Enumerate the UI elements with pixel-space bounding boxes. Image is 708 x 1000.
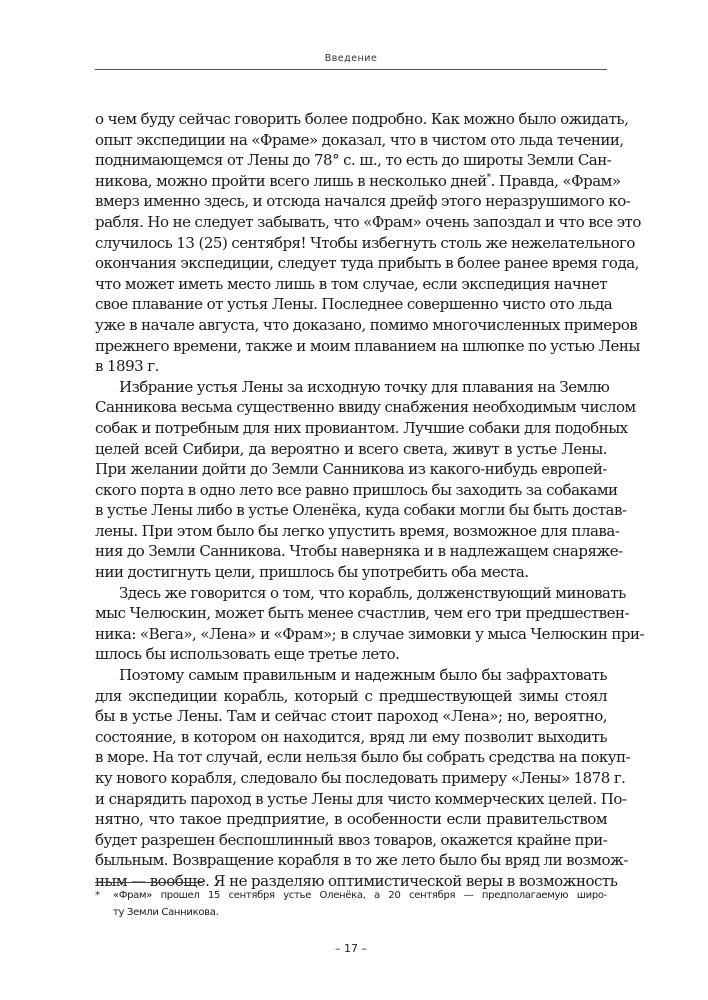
text-line: целей всей Сибири, да вероятно и всего света, живут в устье Лены.: [95, 439, 607, 458]
page-number: – 17 –: [335, 942, 367, 955]
running-head: Введение: [324, 53, 378, 64]
text-line: в 1893 г.: [95, 357, 159, 376]
text-line: окончания экспедиции, следует туда прибыть в более ранее время года,: [95, 254, 639, 273]
footnote-rule: [95, 882, 203, 883]
text-line: ния до Земли Санникова. Чтобы наверняка и в надлежащем снаряже-: [95, 542, 623, 561]
text-fragment: . Правда, «Фрам»: [490, 171, 621, 190]
text-line: что может иметь место лишь в том случае, если экспедиция начнет: [95, 274, 607, 293]
text-line: лены. При этом было бы легко упустить время, возможное для плава-: [95, 521, 620, 540]
header-rule: [95, 69, 607, 70]
text-line: собак и потребным для них провиантом. Лучшие собаки для подобных: [95, 418, 628, 437]
text-line: будет разрешен беспошлинный ввоз товаров, окажется крайне при-: [95, 830, 608, 849]
footnote-reference: *: [486, 172, 491, 183]
text-line: состояние, в котором он находится, вряд ли ему позволит выходить: [95, 727, 607, 746]
text-line: вмерз именно здесь, и отсюда начался дрейф этого неразрушимого ко-: [95, 192, 631, 211]
text-line: нии достигнуть цели, пришлось бы употребить оба места.: [95, 563, 529, 582]
text-line: мыс Челюскин, может быть менее счастлив, чем его три предшествен-: [95, 604, 630, 623]
text-line: прежнего времени, также и моим плаванием на шлюпке по устью Лены: [95, 336, 640, 355]
text-line: в устье Лены либо в устье Оленёка, куда собаки могли бы быть достав-: [95, 501, 627, 520]
text-line: случилось 13 (25) сентября! Чтобы избегнуть столь же нежелательного: [95, 233, 635, 252]
text-line: для экспедиции корабль, который с предшествующей зимы стоял: [95, 686, 607, 705]
text-line: бы в устье Лены. Там и сейчас стоит пароход «Лена»; но, вероятно,: [95, 707, 607, 726]
text-fragment: никова, можно пройти всего лишь в несколько дней: [95, 171, 487, 190]
footnote-line: ту Земли Санникова.: [113, 906, 219, 918]
paragraph: [95, 665, 631, 892]
text-line: в море. На тот случай, если нельзя было бы собрать средства на покуп-: [95, 748, 631, 767]
text-line: рабля. Но не следует забывать, что «Фрам» очень запоздал и что все это: [95, 212, 641, 231]
text-line: [95, 171, 621, 192]
footnote: [95, 888, 607, 921]
text-line: и снарядить пароход в устье Лены для чисто коммерческих целей. По-: [95, 789, 627, 808]
text-line: При желании дойти до Земли Санникова из какого-нибудь европей-: [95, 460, 607, 479]
paragraph: [95, 583, 645, 665]
text-line: ника: «Вега», «Лена» и «Фрам»; в случае зимовки у мыса Челюскин при-: [95, 624, 645, 643]
text-line: о чем буду сейчас говорить более подробно. Как можно было ожидать,: [95, 110, 629, 128]
footnote-line: «Фрам» прошел 15 сентября устье Оленёка, а 20 сентября — предполагаемую широ-: [113, 890, 607, 901]
text-line: ным — вообще. Я не разделяю оптимистической веры в возможность: [95, 871, 618, 890]
paragraph: [95, 377, 636, 583]
footnote-marker: *: [95, 890, 100, 901]
text-line: нятно, что такое предприятие, в особенности если правительством: [95, 810, 607, 829]
text-line: опыт экспедиции на «Фраме» доказал, что в чистом ото льда течении,: [95, 130, 624, 149]
text-line: Поэтому самым правильным и надежным было бы зафрахтовать: [119, 666, 607, 685]
text-line: Санникова весьма существенно ввиду снабжения необходимым числом: [95, 398, 636, 417]
text-line: свое плавание от устья Лены. Последнее совершенно чисто ото льда: [95, 295, 613, 314]
paragraph: [95, 109, 641, 377]
text-line: ского порта в одно лето все равно пришлось бы заходить за собаками: [95, 480, 618, 499]
text-line: уже в начале августа, что доказано, помимо многочисленных примеров: [95, 315, 638, 334]
text-line: шлось бы использовать еще третье лето.: [95, 645, 400, 664]
text-line: Здесь же говорится о том, что корабль, долженствующий миновать: [119, 583, 626, 602]
text-line: поднимающемся от Лены до 78° с. ш., то есть до широты Земли Сан-: [95, 151, 612, 170]
body-text: [95, 109, 645, 892]
text-line: быльным. Возвращение корабля в то же лето было бы вряд ли возмож-: [95, 851, 628, 870]
text-line: Избрание устья Лены за исходную точку для плавания на Землю: [119, 377, 610, 396]
text-line: ку нового корабля, следовало бы последовать примеру «Лены» 1878 г.: [95, 769, 626, 787]
